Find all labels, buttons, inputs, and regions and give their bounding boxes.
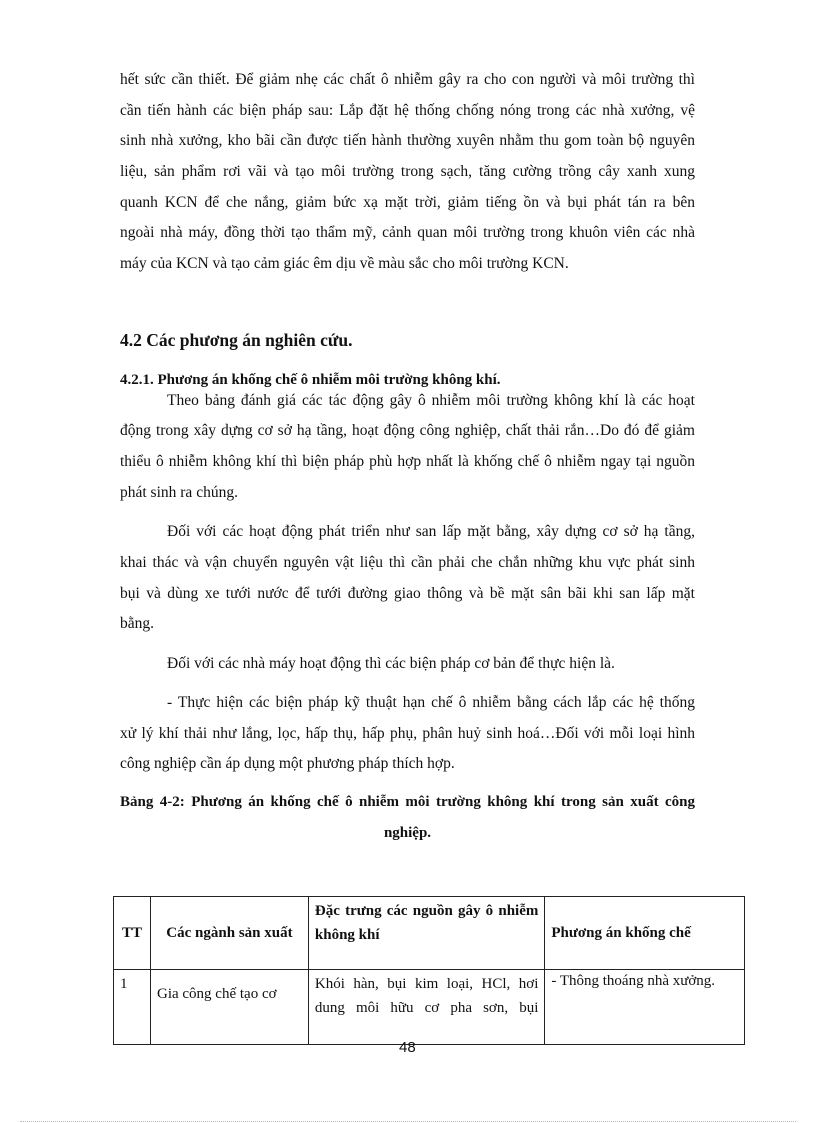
text-line: hết sức cần thiết. Để giảm nhẹ các chất ô nhiễm gây ra cho con người và môi trường thì: [120, 71, 695, 88]
text-line: công nghiệp cần áp dụng một phương pháp thích hợp.: [120, 755, 455, 772]
text-line: bằng.: [120, 615, 155, 632]
page-bottom-border: [20, 1121, 796, 1122]
text-line: ngoài nhà máy, đồng thời tạo thẩm mỹ, cảnh quan môi trường trong khuôn viên các nhà: [120, 224, 695, 241]
text-line: thiểu ô nhiễm không khí thì biện pháp phù hợp nhất là khống chế ô nhiễm ngay tại nguồn: [120, 453, 695, 470]
subsection-heading: 4.2.1. Phương án khống chế ô nhiễm môi trường không khí.: [120, 372, 501, 388]
text-line: khai thác và vận chuyển nguyên vật liệu thì cần phải che chắn những khu vực phát sinh: [120, 554, 695, 571]
header-industry: Các ngành sản xuất: [150, 897, 308, 970]
table-caption-continued: nghiệp.: [383, 825, 432, 841]
cell-sources: Khói hàn, bụi kim loại, HCl, hơi dung môi hữu cơ pha sơn, bụi: [308, 970, 544, 1045]
text-line: Đối với các hoạt động phát triển như san lấp mặt bằng, xây dựng cơ sở hạ tầng,: [167, 523, 695, 540]
header-tt: TT: [114, 897, 151, 970]
paragraph-3: Đối với các nhà máy hoạt động thì các biện pháp cơ bản để thực hiện là.: [167, 655, 615, 672]
text-line: phát sinh ra chúng.: [120, 484, 238, 501]
cell-control: - Thông thoáng nhà xưởng.: [545, 970, 745, 1045]
control-measures-table: [113, 896, 745, 1045]
text-line: sinh nhà xưởng, kho bãi cần được tiến hành thường xuyên nhằm thu gom toàn bộ nguyên: [120, 132, 695, 149]
cell-industry: Gia công chế tạo cơ: [150, 970, 308, 1045]
table-header-row: [114, 897, 745, 970]
text-line: động trong xây dựng cơ sở hạ tầng, hoạt động công nghiệp, chất thải rắn…Do đó để giảm: [120, 422, 695, 439]
cell-tt: 1: [114, 970, 151, 1045]
text-line: Theo bảng đánh giá các tác động gây ô nhiễm môi trường không khí là các hoạt: [167, 392, 695, 409]
text-line: - Thực hiện các biện pháp kỹ thuật hạn chế ô nhiễm bằng cách lắp các hệ thống: [167, 694, 695, 711]
text-line: quanh KCN để che nắng, giảm bức xạ mặt trời, giảm tiếng ồn và bụi phát tán ra bên: [120, 194, 695, 211]
text-line: bụi và dùng xe tưới nước để tưới đường giao thông và bề mặt sân bãi khi san lấp mặt: [120, 585, 695, 602]
text-line: cần tiến hành các biện pháp sau: Lắp đặt hệ thống chống nóng trong các nhà xưởng, vệ: [120, 102, 695, 119]
text-line: xử lý khí thải như lắng, lọc, hấp thụ, hấp phụ, phân huỷ sinh hoá…Đối với mỗi loại hình: [120, 725, 695, 742]
header-pollution-sources: Đặc trưng các nguồn gây ô nhiễm không khí: [308, 897, 544, 970]
text-line: máy của KCN và tạo cảm giác êm dịu về màu sắc cho môi trường KCN.: [120, 255, 569, 272]
section-heading: 4.2 Các phương án nghiên cứu.: [120, 330, 353, 350]
table-caption: Bảng 4-2: Phương án khống chế ô nhiễm môi trường không khí trong sản xuất công: [120, 794, 695, 810]
header-control-method: Phương án khống chế: [545, 897, 745, 970]
text-line: liệu, sản phẩm rơi vãi và tạo môi trường trong sạch, tăng cường trồng cây xanh xung: [120, 163, 695, 180]
page-number: 48: [399, 1039, 416, 1056]
table-row: [114, 970, 745, 1045]
